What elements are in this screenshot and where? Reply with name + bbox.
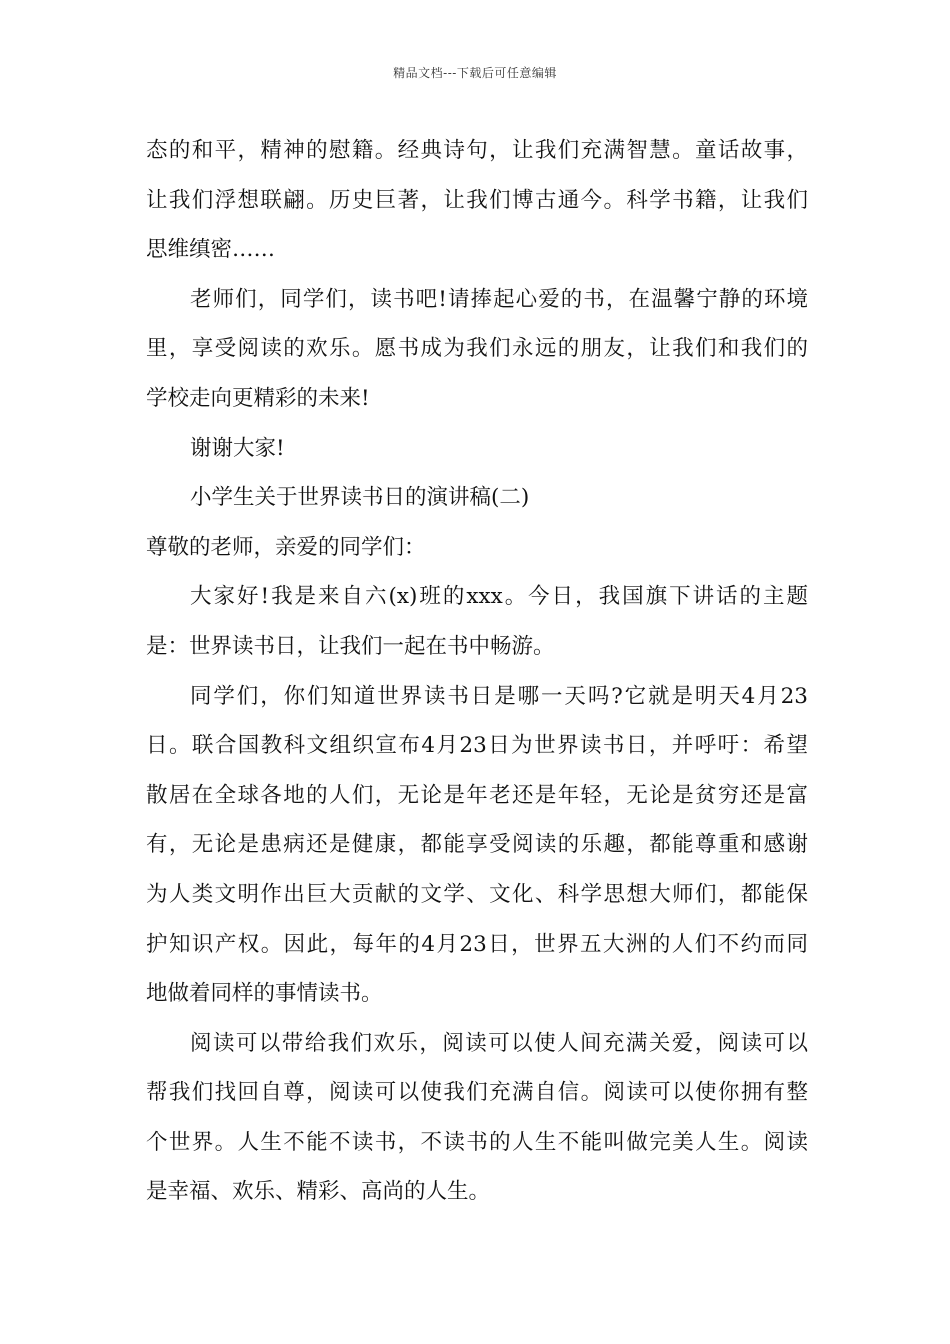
thanks-line: 谢谢大家! (190, 435, 285, 461)
text-line: 地做着同样的事情读书。 (146, 981, 383, 1007)
text-line: 态的和平，精神的慰籍。经典诗句，让我们充满智慧。童话故事， (146, 138, 808, 163)
document-body (146, 126, 808, 1217)
text-line: 有，无论是患病还是健康，都能享受阅读的乐趣，都能尊重和感谢 (146, 832, 808, 858)
text-line: 日。联合国教科文组织宣布4月23日为世界读书日，并呼吁：希望 (146, 733, 808, 759)
text-line: 让我们浮想联翩。历史巨著，让我们博古通今。科学书籍，让我们 (146, 187, 808, 213)
text-line: 里，享受阅读的欢乐。愿书成为我们永远的朋友，让我们和我们的 (146, 336, 808, 362)
page-header: 精品文档---下载后可任意编辑 (393, 66, 557, 80)
paragraph-start-line: 老师们，同学们，读书吧!请捧起心爱的书，在温馨宁静的环境 (190, 286, 808, 312)
text-line: 是：世界读书日，让我们一起在书中畅游。 (146, 633, 555, 659)
text-line: 个世界。人生不能不读书，不读书的人生不能叫做完美人生。阅读 (146, 1129, 808, 1155)
text-line: 散居在全球各地的人们，无论是年老还是年轻，无论是贫穷还是富 (146, 782, 808, 808)
text-line: 思维缜密…… (146, 237, 276, 263)
text-line: 为人类文明作出巨大贡献的文学、文化、科学思想大师们，都能保 (146, 881, 808, 907)
text-line: 学校走向更精彩的未来! (146, 385, 370, 411)
paragraph-start-line: 阅读可以带给我们欢乐，阅读可以使人间充满关爱，阅读可以 (190, 1030, 808, 1056)
text-line: 是幸福、欢乐、精彩、高尚的人生。 (146, 1179, 491, 1205)
paragraph-start-line: 大家好!我是来自六(x)班的xxx。今日，我国旗下讲话的主题 (190, 584, 808, 610)
section-title: 小学生关于世界读书日的演讲稿(二) (190, 485, 530, 511)
text-line: 帮我们找回自尊，阅读可以使我们充满自信。阅读可以使你拥有整 (146, 1080, 808, 1106)
text-line: 护知识产权。因此，每年的4月23日，世界五大洲的人们不约而同 (146, 931, 808, 957)
salutation-line: 尊敬的老师，亲爱的同学们： (146, 534, 426, 560)
paragraph-start-line: 同学们，你们知道世界读书日是哪一天吗?它就是明天4月23 (190, 683, 808, 709)
